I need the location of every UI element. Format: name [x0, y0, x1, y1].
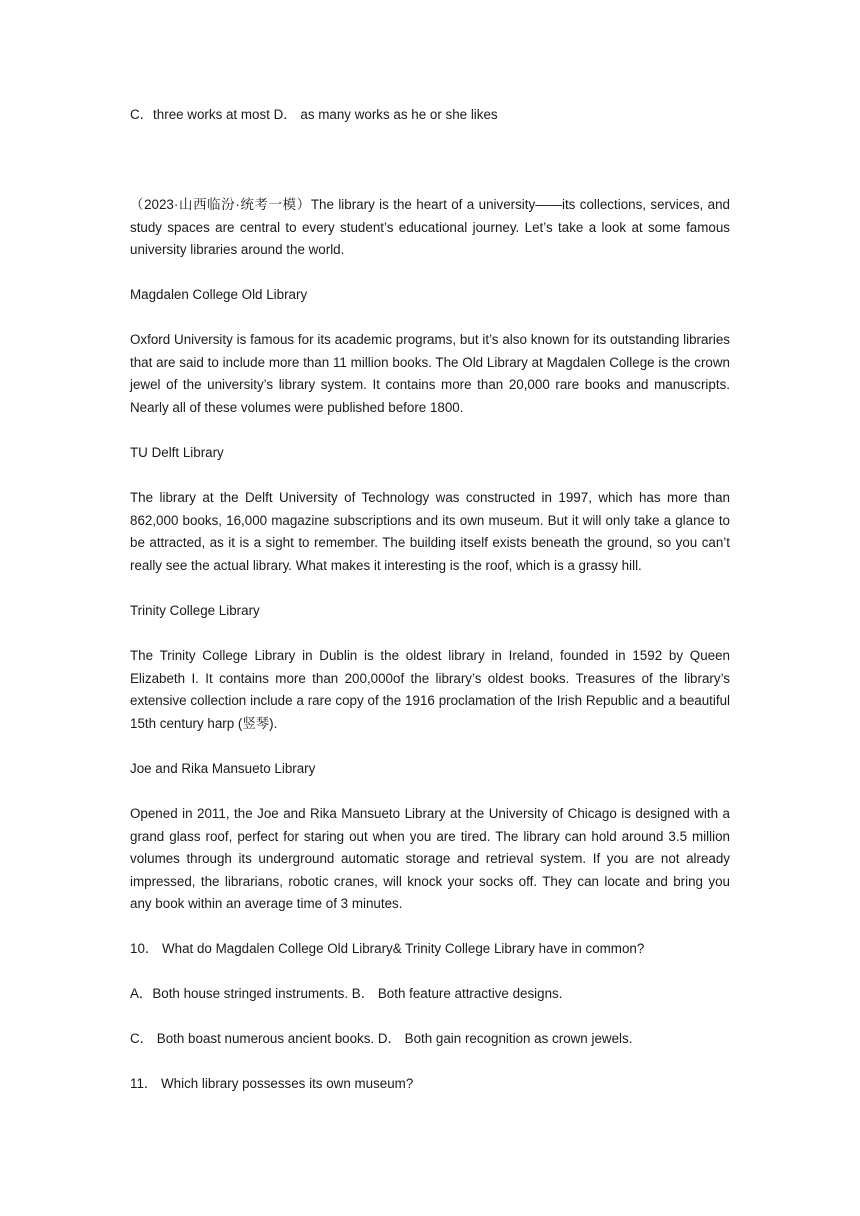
section-heading-tu-delft: TU Delft Library: [130, 445, 224, 460]
section-heading-trinity: Trinity College Library: [130, 603, 260, 618]
previous-question-options-cd: C．three works at most D． as many works as he or she likes: [130, 107, 498, 122]
question-10-options-cd: C． Both boast numerous ancient books. D． Both gain recognition as crown jewels.: [130, 1031, 633, 1046]
paragraph-trinity: The Trinity College Library in Dublin is the oldest library in Ireland, founded in 1592 by Queen Elizabeth I. It contains more than 200,000of the library’s oldest books. Treasures of the library’s extensive collection include a rare copy of the 1916 proclamation of the Irish Republic and a beautiful 15th century harp (竖琴).: [130, 648, 730, 731]
paragraph-tu-delft: The library at the Delft University of Technology was constructed in 1997, which has more than 862,000 books, 16,000 magazine subscriptions and its own museum. But it will only take a glance to be attracted, as it is a sight to remember. The building itself exists beneath the ground, so you can’t really see the actual library. What makes it interesting is the roof, which is a grassy hill.: [130, 490, 730, 573]
question-11: 11． Which library possesses its own museum?: [130, 1076, 414, 1091]
question-10-options-ab: A．Both house stringed instruments. B． Both feature attractive designs.: [130, 986, 563, 1001]
passage-intro: （2023·山西临汾·统考一模）The library is the heart of a university——its collections, services, and study spaces are central to every student’s educational journey. Let’s take a look at some famous university libraries around the world.: [130, 197, 730, 257]
paragraph-mansueto: Opened in 2011, the Joe and Rika Mansueto Library at the University of Chicago is designed with a grand glass roof, perfect for staring out when you are tired. The library can hold around 3.5 million volumes through its underground automatic storage and retrieval system. If you are not already impressed, the librarians, robotic cranes, will knock your socks off. They can locate and bring you any book within an average time of 3 minutes.: [130, 806, 730, 911]
paragraph-magdalen: Oxford University is famous for its academic programs, but it’s also known for its outstanding libraries that are said to include more than 11 million books. The Old Library at Magdalen College is the crown jewel of the university’s library system. It contains more than 20,000 rare books and manuscripts. Nearly all of these volumes were published before 1800.: [130, 332, 730, 415]
question-10: 10． What do Magdalen College Old Library& Trinity College Library have in common?: [130, 941, 645, 956]
section-heading-mansueto: Joe and Rika Mansueto Library: [130, 761, 316, 776]
section-heading-magdalen: Magdalen College Old Library: [130, 287, 308, 302]
